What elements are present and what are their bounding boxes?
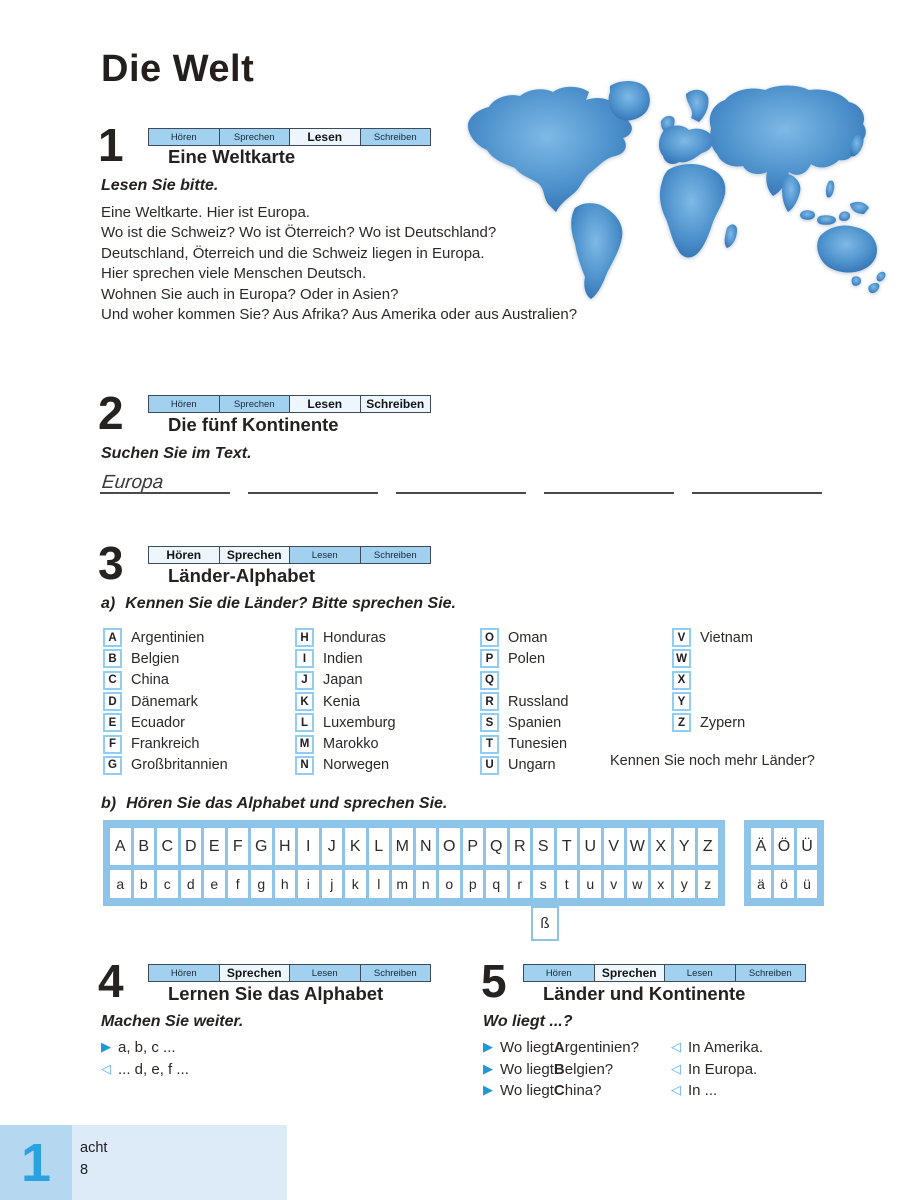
alphabet-cell: L — [369, 828, 390, 865]
section-2-instruction: Suchen Sie im Text. — [101, 445, 252, 462]
page-number: 8 — [80, 1162, 89, 1178]
alphabet-cell: Y — [674, 828, 695, 865]
question-text: elgien? — [564, 1060, 614, 1078]
alphabet-table — [103, 820, 725, 906]
alphabet-cell: m — [392, 870, 413, 898]
country-item — [672, 648, 753, 669]
new-guinea — [850, 202, 869, 214]
country-item — [480, 712, 568, 733]
alphabet-cell: M — [392, 828, 413, 865]
country-item — [103, 755, 228, 776]
example-text: ... d, e, f ... — [118, 1060, 189, 1078]
skill-tabs-section-3 — [148, 546, 431, 564]
country-name: China — [131, 672, 169, 689]
country-name: Tunesien — [508, 736, 568, 753]
writing-lines — [100, 470, 822, 494]
letter-box: U — [480, 756, 499, 775]
country-item — [103, 648, 228, 669]
alphabet-cell: u — [580, 870, 601, 898]
country-name: Ungarn — [508, 757, 556, 774]
reply-triangle-icon: ◁ — [671, 1083, 681, 1099]
speaker-triangle-icon: ▶ — [483, 1061, 493, 1077]
task-a-text: Kennen Sie die Länder? Bitte sprechen Sie. — [125, 595, 456, 612]
alphabet-cell: f — [228, 870, 249, 898]
example-line — [101, 1037, 189, 1059]
tab-hoeren: Hören — [149, 547, 219, 563]
country-item — [295, 670, 396, 691]
footer-bar — [72, 1125, 287, 1200]
letter-box: P — [480, 649, 499, 668]
question-text: hina? — [564, 1082, 602, 1100]
question-bold-letter: A — [553, 1039, 565, 1057]
letter-box: Z — [672, 713, 691, 732]
alphabet-cell: e — [204, 870, 225, 898]
alphabet-cell: g — [251, 870, 272, 898]
answer-line — [671, 1059, 763, 1081]
tasmania — [852, 276, 862, 286]
paragraph-line: Und woher kommen Sie? Aus Afrika? Aus Amerika oder aus Australien? — [101, 306, 578, 324]
task-b-label: b) — [101, 795, 117, 812]
country-name: Dänemark — [131, 693, 198, 710]
scandinavia — [686, 90, 708, 122]
country-item — [103, 691, 228, 712]
question-text: Wo liegt — [500, 1082, 554, 1100]
tab-lesen: Lesen — [664, 965, 735, 981]
alphabet-cell: ö — [774, 870, 794, 898]
country-item — [295, 627, 396, 648]
handwritten-answer: Europa — [100, 472, 165, 493]
answer-text: In Europa. — [688, 1060, 758, 1078]
greenland — [609, 81, 650, 120]
letter-box: I — [295, 649, 314, 668]
alphabet-cell: o — [439, 870, 460, 898]
continent-australia — [817, 225, 877, 272]
alphabet-cell: Q — [486, 828, 507, 865]
skill-tabs-section-5 — [523, 964, 806, 982]
country-name: Honduras — [323, 629, 386, 646]
question-text: Wo liegt — [500, 1060, 554, 1078]
question-bold-letter: C — [553, 1082, 565, 1100]
tab-schreiben: Schreiben — [360, 396, 431, 412]
country-name: Großbritannien — [131, 757, 228, 774]
country-item — [480, 670, 568, 691]
section-4-examples — [101, 1037, 189, 1080]
country-name: Polen — [508, 650, 546, 667]
letter-box: W — [672, 649, 691, 668]
alphabet-cell: P — [463, 828, 484, 865]
section-2-number: 2 — [98, 387, 124, 439]
letter-box: L — [295, 713, 314, 732]
task-a — [101, 595, 456, 613]
country-item — [480, 691, 568, 712]
letter-box: G — [103, 756, 122, 775]
speaker-triangle-icon: ▶ — [483, 1040, 493, 1056]
section-3-title: Länder-Alphabet — [168, 565, 315, 586]
paragraph-line: Wohnen Sie auch in Europa? Oder in Asien? — [101, 285, 399, 303]
reply-triangle-icon: ◁ — [101, 1061, 111, 1077]
tab-lesen: Lesen — [289, 547, 360, 563]
alphabet-cell: N — [416, 828, 437, 865]
answer-text: In Amerika. — [688, 1039, 764, 1057]
tab-schreiben: Schreiben — [360, 547, 431, 563]
alphabet-cell: ä — [751, 870, 771, 898]
southeast-asia — [782, 174, 800, 212]
letter-box: D — [103, 692, 122, 711]
country-column-2 — [295, 627, 396, 776]
country-name: Marokko — [323, 736, 379, 753]
letter-box: S — [480, 713, 499, 732]
alphabet-cell: I — [298, 828, 319, 865]
paragraph-line: Hier sprechen viele Menschen Deutsch. — [101, 265, 367, 283]
writing-line — [248, 470, 378, 494]
country-name: Frankreich — [131, 736, 200, 753]
alphabet-cell: H — [275, 828, 296, 865]
alphabet-cell: A — [110, 828, 131, 865]
section-4-number: 4 — [98, 955, 124, 1007]
writing-line — [544, 470, 674, 494]
section-1-instruction: Lesen Sie bitte. — [101, 177, 219, 194]
country-item — [672, 691, 753, 712]
task-a-label: a) — [101, 595, 116, 612]
letter-box: A — [103, 628, 122, 647]
alphabet-cell: S — [533, 828, 554, 865]
letter-box: E — [103, 713, 122, 732]
alphabet-cell: k — [345, 870, 366, 898]
writing-line — [396, 470, 526, 494]
alphabet-cell: G — [251, 828, 272, 865]
alphabet-cell: U — [580, 828, 601, 865]
question-line — [483, 1037, 671, 1059]
letter-box: Q — [480, 671, 499, 690]
letter-box: R — [480, 692, 499, 711]
speaker-triangle-icon: ▶ — [483, 1083, 493, 1099]
country-item — [295, 755, 396, 776]
tab-schreiben: Schreiben — [360, 965, 431, 981]
question-text: rgentinien? — [564, 1039, 639, 1057]
country-item — [672, 712, 753, 733]
alphabet-cell: p — [463, 870, 484, 898]
country-item — [480, 733, 568, 754]
letter-box: N — [295, 756, 314, 775]
alphabet-cell: v — [604, 870, 625, 898]
letter-box: M — [295, 735, 314, 754]
more-countries-question: Kennen Sie noch mehr Länder? — [610, 753, 815, 769]
alphabet-cell: C — [157, 828, 178, 865]
alphabet-cell: V — [604, 828, 625, 865]
chapter-number: 1 — [20, 1132, 52, 1193]
tab-schreiben: Schreiben — [360, 129, 431, 145]
alphabet-cell: Ö — [774, 828, 794, 865]
country-name: Vietnam — [700, 629, 753, 646]
section-5-number: 5 — [481, 955, 507, 1007]
writing-line — [100, 470, 230, 494]
letter-box: Y — [672, 692, 691, 711]
philippines — [826, 180, 834, 197]
tab-lesen: Lesen — [289, 396, 360, 412]
alphabet-cell: R — [510, 828, 531, 865]
alphabet-cell: q — [486, 870, 507, 898]
new-zealand-south — [868, 283, 879, 293]
answer-text: In ... — [688, 1082, 718, 1100]
eszett-cell: ß — [531, 906, 559, 941]
continent-north-america — [468, 87, 632, 212]
letter-box: V — [672, 628, 691, 647]
alphabet-cell: l — [369, 870, 390, 898]
country-item — [295, 691, 396, 712]
letter-box: C — [103, 671, 122, 690]
alphabet-cell: n — [416, 870, 437, 898]
country-item — [480, 627, 568, 648]
madagascar — [725, 224, 737, 248]
tab-hoeren: Hören — [149, 129, 219, 145]
umlaut-table — [744, 820, 824, 906]
alphabet-cell: X — [651, 828, 672, 865]
question-answer-grid — [483, 1037, 763, 1102]
letter-box: J — [295, 671, 314, 690]
continent-africa — [660, 164, 725, 257]
tab-hoeren: Hören — [149, 396, 219, 412]
letter-box: H — [295, 628, 314, 647]
country-name: Argentinien — [131, 629, 205, 646]
letter-box: F — [103, 735, 122, 754]
country-item — [295, 733, 396, 754]
country-item — [103, 627, 228, 648]
alphabet-cell: j — [322, 870, 343, 898]
alphabet-cell: K — [345, 828, 366, 865]
alphabet-cell: J — [322, 828, 343, 865]
question-line — [483, 1059, 671, 1081]
country-item — [672, 627, 753, 648]
alphabet-cell: y — [674, 870, 695, 898]
section-5-instruction: Wo liegt ...? — [483, 1013, 573, 1030]
alphabet-row-lowercase — [110, 870, 718, 898]
letter-box: O — [480, 628, 499, 647]
alphabet-cell: i — [298, 870, 319, 898]
country-name: Japan — [323, 672, 363, 689]
paragraph-line: Eine Weltkarte. Hier ist Europa. — [101, 204, 310, 221]
country-item — [672, 670, 753, 691]
alphabet-cell: z — [698, 870, 719, 898]
indonesia-1 — [800, 210, 815, 220]
section-1-title: Eine Weltkarte — [168, 146, 296, 167]
alphabet-cell: W — [627, 828, 648, 865]
country-column-1 — [103, 627, 228, 776]
alphabet-cell: x — [651, 870, 672, 898]
alphabet-cell: Ä — [751, 828, 771, 865]
section-1-number: 1 — [98, 119, 124, 171]
alphabet-cell: s — [533, 870, 554, 898]
speaker-triangle-icon: ▶ — [101, 1040, 111, 1056]
section-2-title: Die fünf Kontinente — [168, 414, 339, 435]
letter-box: K — [295, 692, 314, 711]
page-title: Die Welt — [101, 48, 255, 90]
tab-sprechen: Sprechen — [219, 129, 290, 145]
skill-tabs-section-2 — [148, 395, 431, 413]
example-line — [101, 1059, 189, 1081]
reply-triangle-icon: ◁ — [671, 1040, 681, 1056]
alphabet-row-uppercase — [110, 828, 718, 865]
tab-sprechen: Sprechen — [594, 965, 665, 981]
question-line — [483, 1080, 671, 1102]
letter-box: B — [103, 649, 122, 668]
tab-lesen: Lesen — [289, 129, 360, 145]
new-zealand-north — [877, 272, 886, 282]
task-b-text: Hören Sie das Alphabet und sprechen Sie. — [126, 795, 448, 812]
paragraph-line: Deutschland, Öterreich und die Schweiz liegen in Europa. — [101, 244, 485, 262]
example-text: a, b, c ... — [118, 1039, 176, 1057]
question-text: Wo liegt — [500, 1039, 554, 1057]
continent-europe — [659, 126, 713, 165]
alphabet-cell: B — [134, 828, 155, 865]
country-name: Luxemburg — [323, 714, 396, 731]
alphabet-cell: D — [181, 828, 202, 865]
country-item — [480, 755, 568, 776]
task-b — [101, 795, 447, 813]
country-name: Zypern — [700, 714, 746, 731]
answer-line — [671, 1037, 763, 1059]
paragraph-line: Wo ist die Schweiz? Wo ist Öterreich? Wo ist Deutschland? — [101, 224, 497, 242]
letter-box: T — [480, 735, 499, 754]
alphabet-cell: t — [557, 870, 578, 898]
question-bold-letter: B — [553, 1060, 565, 1078]
alphabet-cell: O — [439, 828, 460, 865]
section-4-title: Lernen Sie das Alphabet — [168, 983, 384, 1004]
country-name: Kenia — [323, 693, 361, 710]
country-name: Norwegen — [323, 757, 390, 774]
section-3-number: 3 — [98, 537, 124, 589]
section-5-title: Länder und Kontinente — [543, 983, 746, 1004]
tab-sprechen: Sprechen — [219, 396, 290, 412]
indonesia-2 — [817, 215, 836, 225]
country-column-3 — [480, 627, 568, 776]
tab-schreiben: Schreiben — [735, 965, 806, 981]
chapter-marker — [0, 1125, 72, 1200]
umlaut-row-uppercase — [751, 828, 817, 865]
country-name: Spanien — [508, 714, 562, 731]
reply-triangle-icon: ◁ — [671, 1061, 681, 1077]
country-item — [103, 733, 228, 754]
tab-hoeren: Hören — [149, 965, 219, 981]
continent-south-america — [571, 203, 622, 299]
country-name: Indien — [323, 650, 363, 667]
alphabet-cell: d — [181, 870, 202, 898]
answer-line — [671, 1080, 763, 1102]
country-item — [295, 648, 396, 669]
alphabet-cell: Ü — [797, 828, 817, 865]
alphabet-cell: F — [228, 828, 249, 865]
alphabet-cell: ü — [797, 870, 817, 898]
tab-hoeren: Hören — [524, 965, 594, 981]
country-item — [103, 670, 228, 691]
alphabet-cell: r — [510, 870, 531, 898]
tab-lesen: Lesen — [289, 965, 360, 981]
tab-sprechen: Sprechen — [219, 547, 290, 563]
section-1-paragraph — [101, 203, 577, 325]
letter-box: X — [672, 671, 691, 690]
tab-sprechen: Sprechen — [219, 965, 290, 981]
alphabet-cell: b — [134, 870, 155, 898]
writing-line — [692, 470, 822, 494]
country-name: Oman — [508, 629, 548, 646]
umlaut-row-lowercase — [751, 870, 817, 898]
indonesia-3 — [839, 211, 850, 221]
country-item — [295, 712, 396, 733]
country-column-4 — [672, 627, 753, 733]
section-4-instruction: Machen Sie weiter. — [101, 1013, 244, 1030]
country-name: Ecuador — [131, 714, 186, 731]
country-item — [103, 712, 228, 733]
alphabet-cell: c — [157, 870, 178, 898]
alphabet-cell: E — [204, 828, 225, 865]
alphabet-cell: w — [627, 870, 648, 898]
alphabet-cell: h — [275, 870, 296, 898]
country-name: Russland — [508, 693, 569, 710]
country-item — [480, 648, 568, 669]
skill-tabs-section-1 — [148, 128, 431, 146]
skill-tabs-section-4 — [148, 964, 431, 982]
country-name: Belgien — [131, 650, 180, 667]
page-number-word: acht — [80, 1140, 108, 1156]
alphabet-cell: Z — [698, 828, 719, 865]
alphabet-cell: T — [557, 828, 578, 865]
alphabet-cell: a — [110, 870, 131, 898]
